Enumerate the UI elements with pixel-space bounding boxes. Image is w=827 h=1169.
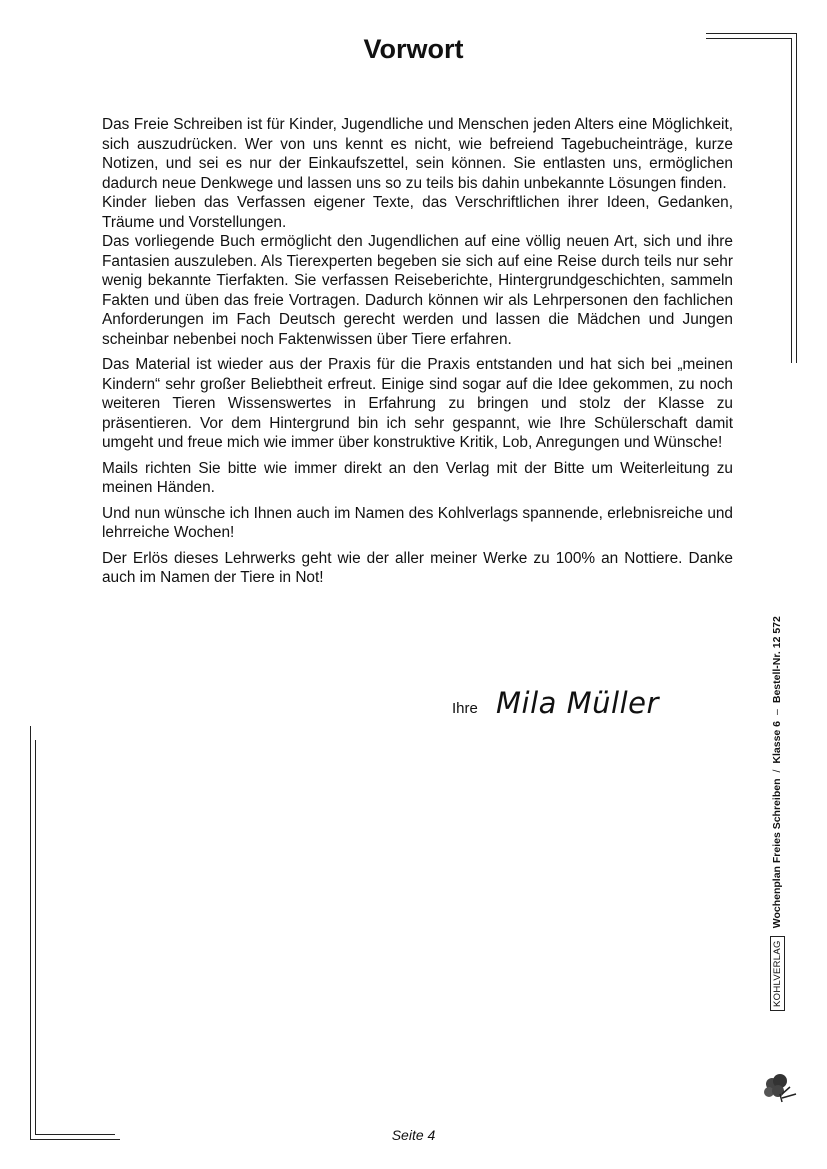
page-number: Seite 4 [391,1127,436,1143]
frame-left-line-inner [35,740,36,1134]
foreword-body [102,115,733,594]
page-title: Vorwort [363,34,464,64]
publisher-logo: KOHLVERLAG [770,936,785,1011]
frame-right-line-inner [791,38,792,363]
grade-label: Klasse 6 [771,720,783,764]
paragraph-group-1 [102,115,733,349]
book-title: Wochenplan Freies Schreiben [771,778,783,929]
separator: / [771,769,783,773]
frame-left-line [30,726,31,1139]
paragraph: Kinder lieben das Verfassen eigener Texte, das Verschriftlichen ihrer Ideen, Gedanken, Träume und Vorstellungen. [102,194,733,231]
separator: – [771,709,783,715]
frame-right-line [796,33,797,363]
signature-prefix: Ihre [452,700,478,717]
paragraph: Das Freie Schreiben ist für Kinder, Jugendliche und Menschen jeden Alters eine Möglichkeit, sich auszudrücken. Wer von uns kennt es nicht, wie befreiend Tagebucheinträge, kurze Notizen, und sei es nur der Einkaufszettel, sein können. Sie entlasten uns, ermöglichen dadurch neue Denkwege und lassen uns so zu teils bis dahin unbekannte Lösungen finden. [102,116,733,192]
paragraph: Der Erlös dieses Lehrwerks geht wie der aller meiner Werke zu 100% an Nottiere. Danke auch im Namen der Tiere in Not! [102,549,733,586]
signature-name: Mila Müller [496,686,659,720]
tree-logo-icon [760,1072,800,1104]
paragraph: Das Material ist wieder aus der Praxis für die Praxis entstanden und hat sich bei „meinen Kindern“ sehr großer Beliebtheit erfreut. Einige sind sogar auf die Idee gekommen, zu noch weiteren Tieren Wissenswertes in Erfahrung zu bringen und stolz der Klasse zu präsentieren. Vor dem Hintergrund bin ich sehr gespannt, wie Ihre Schülerschaft damit umgeht und freue mich wie immer über konstruktive Kritik, Lob, Anregungen und Wünsche! [102,356,733,451]
paragraph: Das vorliegende Buch ermöglicht den Jugendlichen auf eine völlig neuen Art, sich und ihre Fantasien auszuleben. Als Tierexperten begeben sie sich auf eine Reise durch teils nur sehr wenig bekannte Tierfakten. Sie verfassen Reiseberichte, Hintergrundgeschichten, sammeln Fakten und üben das freie Vortragen. Dadurch können wir als Lehrpersonen den fachlichen Anforderungen im Fach Deutsch gerecht werden und lassen die Mädchen und Jungen scheinbar nebenbei noch Faktenwissen über Tiere erfahren. [102,233,733,348]
paragraph: Mails richten Sie bitte wie immer direkt an den Verlag mit der Bitte um Weiterleitung zu meinen Händen. [102,459,733,496]
order-number: Bestell-Nr. 12 572 [771,616,783,704]
vertical-book-info [765,616,789,1011]
paragraph: Und nun wünsche ich Ihnen auch im Namen des Kohlverlags spannende, erlebnisreiche und lehrreiche Wochen! [102,504,733,541]
